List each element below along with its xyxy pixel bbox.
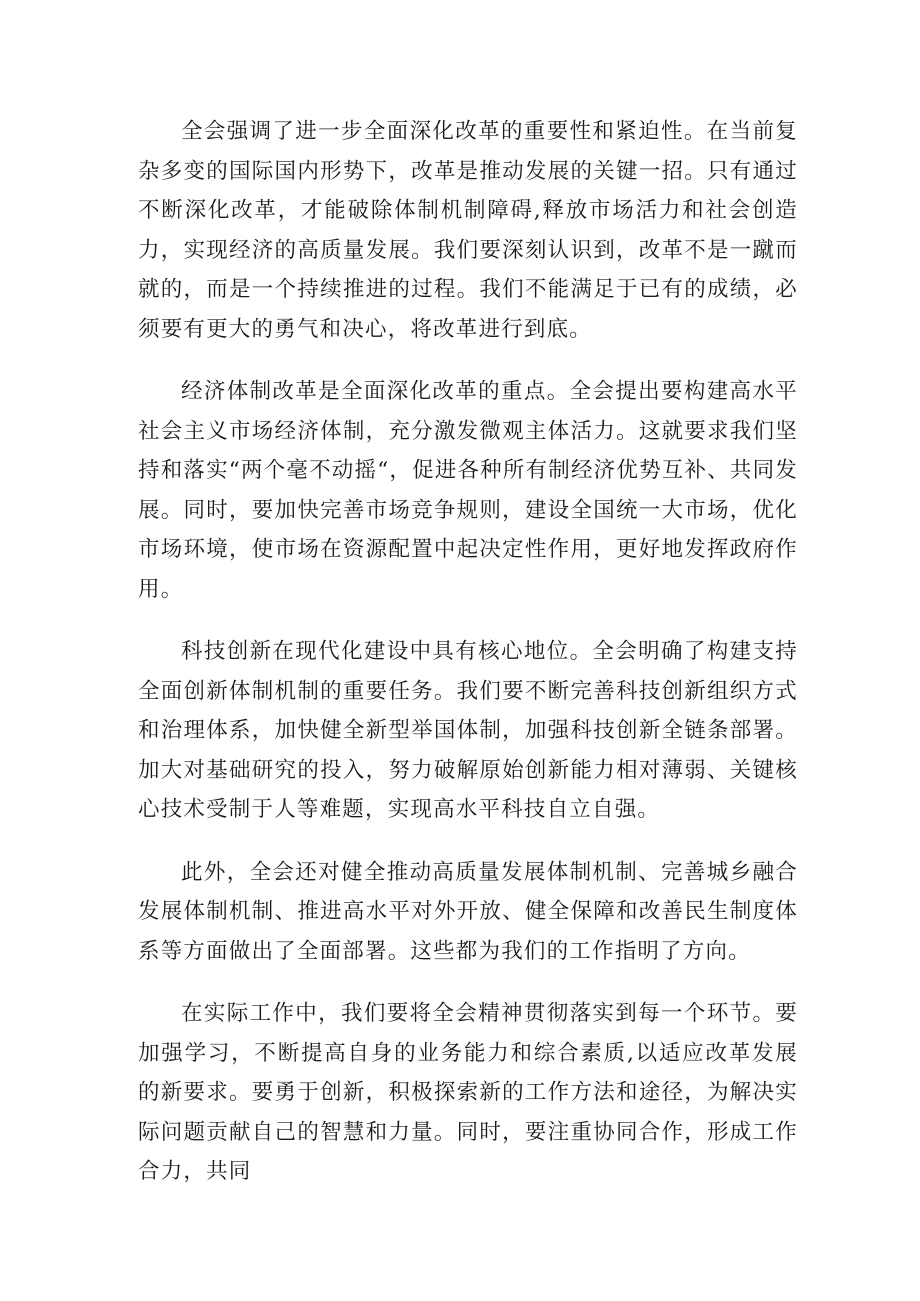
paragraph-4: 此外，全会还对健全推动高质量发展体制机制、完善城乡融合发展体制机制、推进高水平对外开放、健全保障和改善民生制度体系等方面做出了全面部署。这些都为我们的工作指明了方向。 <box>138 859 798 964</box>
paragraph-1: 全会强调了进一步全面深化改革的重要性和紧迫性。在当前复杂多变的国际国内形势下，改革是推动发展的关键一招。只有通过不断深化改革，才能破除体制机制障碍,释放市场活力和社会创造力，实现经济的高质量发展。我们要深刻认识到，改革不是一蹴而就的，而是一个持续推进的过程。我们不能满足于已有的成绩，必须要有更大的勇气和决心，将改革进行到底。 <box>138 119 798 342</box>
document-body <box>138 112 798 1215</box>
paragraph-3: 科技创新在现代化建设中具有核心地位。全会明确了构建支持全面创新体制机制的重要任务。我们要不断完善科技创新组织方式和治理体系，加快健全新型举国体制，加强科技创新全链条部署。加大对基础研究的投入，努力破解原始创新能力相对薄弱、关键核心技术受制于人等难题，实现高水平科技自立自强。 <box>138 639 798 822</box>
paragraph-5: 在实际工作中，我们要将全会精神贯彻落实到每一个环节。要加强学习，不断提高自身的业务能力和综合素质,以适应改革发展的新要求。要勇于创新，积极探索新的工作方法和途径，为解决实际问题贡献自己的智慧和力量。同时，要注重协同合作，形成工作合力，共同 <box>138 1001 798 1184</box>
paragraph-2: 经济体制改革是全面深化改革的重点。全会提出要构建高水平社会主义市场经济体制，充分激发微观主体活力。这就要求我们坚持和落实“两个毫不动摇“，促进各种所有制经济优势互补、共同发展。同时，要加快完善市场竞争规则，建设全国统一大市场，优化市场环境，使市场在资源配置中起决定性作用，更好地发挥政府作用。 <box>138 379 798 602</box>
